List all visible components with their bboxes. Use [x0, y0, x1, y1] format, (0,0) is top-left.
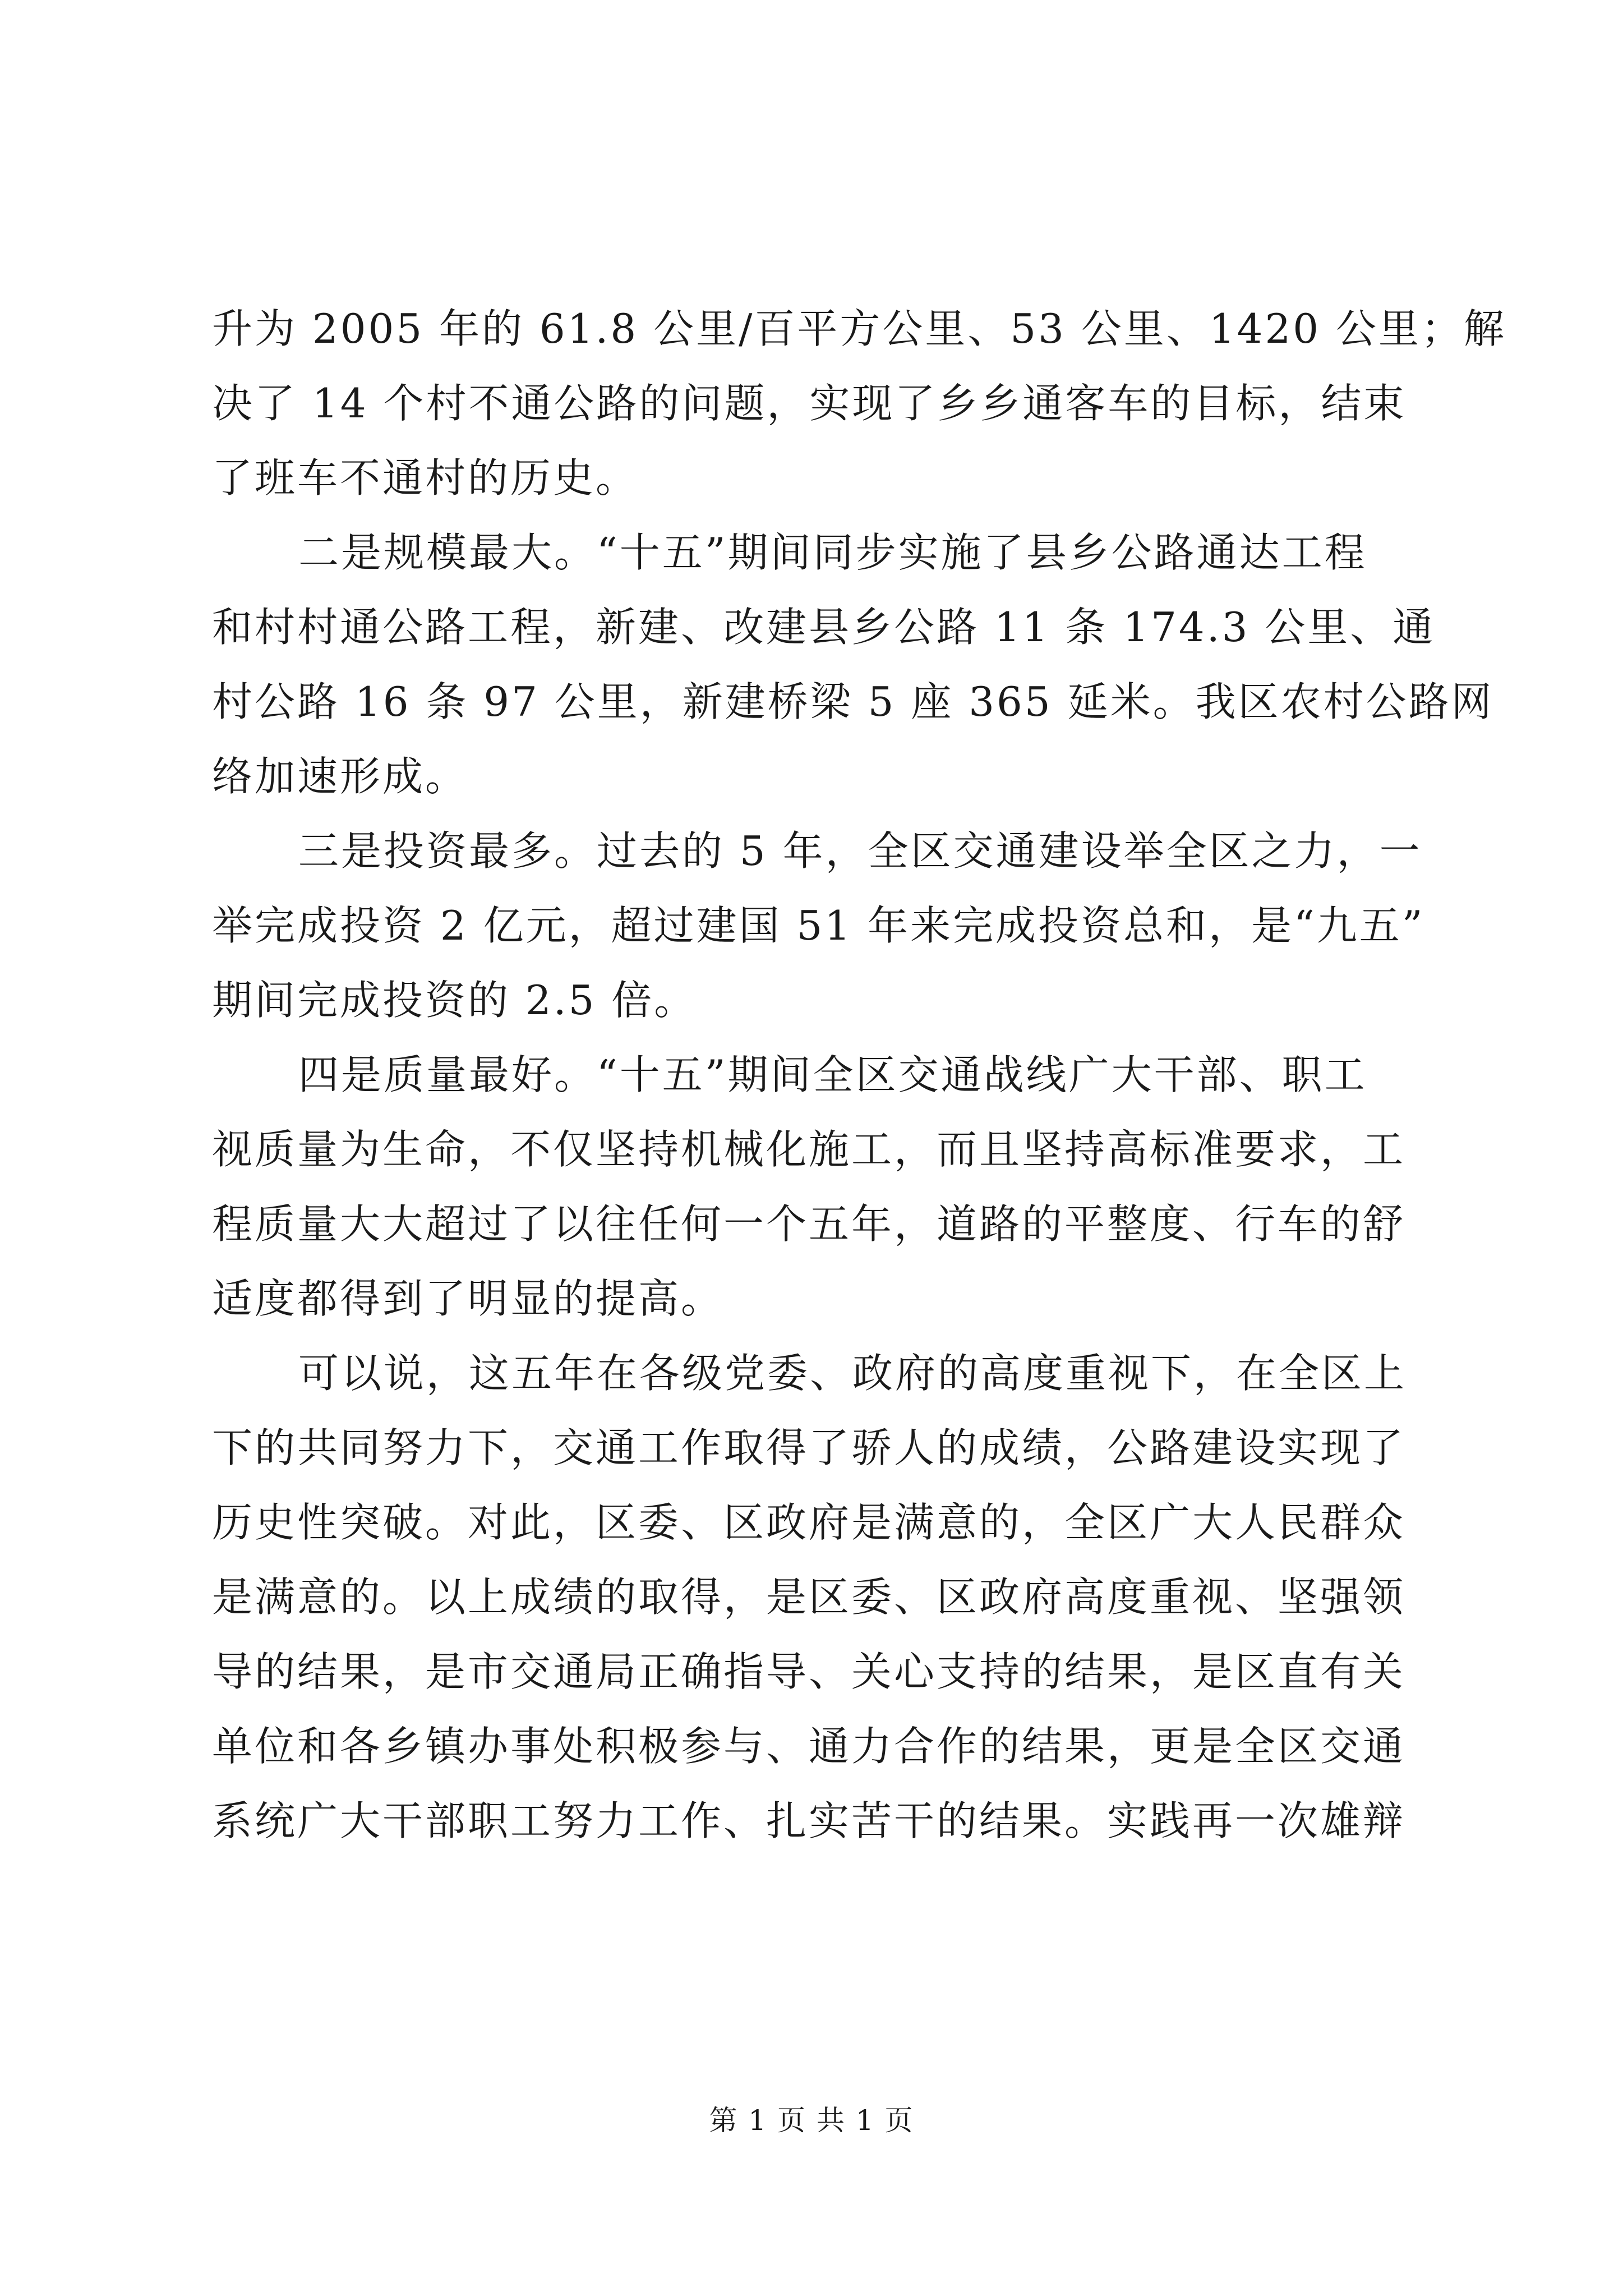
text-line: 了班车不通村的历史。 — [212, 454, 639, 501]
document-body — [212, 292, 1506, 1858]
text-line: 可以说，这五年在各级党委、政府的高度重视下，在全区上 — [298, 1350, 1407, 1397]
text-line: 系统广大干部职工努力工作、扎实苦干的结果。实践再一次雄辩 — [212, 1797, 1406, 1844]
text-line: 四是质量最好。“十五”期间全区交通战线广大干部、职工 — [298, 1051, 1367, 1098]
text-line: 下的共同努力下，交通工作取得了骄人的成绩，公路建设实现了 — [212, 1424, 1406, 1471]
text-line: 决了 14 个村不通公路的问题，实现了乡乡通客车的目标，结束 — [212, 380, 1407, 427]
paragraph — [212, 814, 1423, 1038]
text-line: 举完成投资 2 亿元，超过建国 51 年来完成投资总和，是“九五” — [212, 902, 1425, 949]
text-line: 二是规模最大。“十五”期间同步实施了县乡公路通达工程 — [298, 529, 1367, 576]
text-line: 历史性突破。对此，区委、区政府是满意的，全区广大人民群众 — [212, 1499, 1406, 1546]
text-line: 导的结果，是市交通局正确指导、关心支持的结果，是区直有关 — [212, 1648, 1406, 1695]
text-line: 村公路 16 条 97 公里，新建桥梁 5 座 365 延米。我区农村公路网 — [212, 678, 1494, 725]
text-line: 单位和各乡镇办事处积极参与、通力合作的结果，更是全区交通 — [212, 1723, 1406, 1770]
text-line: 视质量为生命，不仅坚持机械化施工，而且坚持高标准要求，工 — [212, 1126, 1406, 1173]
text-line: 络加速形成。 — [212, 753, 468, 800]
paragraph — [212, 1336, 1423, 1858]
text-line: 期间完成投资的 2.5 倍。 — [212, 977, 697, 1024]
page-footer: 第 1 页 共 1 页 — [709, 2104, 914, 2137]
text-line: 三是投资最多。过去的 5 年，全区交通建设举全区之力，一 — [298, 827, 1422, 875]
text-line: 程质量大大超过了以往任何一个五年，道路的平整度、行车的舒 — [212, 1200, 1406, 1248]
paragraph — [212, 1038, 1423, 1336]
text-line: 和村村通公路工程，新建、改建县乡公路 11 条 174.3 公里、通 — [212, 604, 1436, 651]
text-line: 适度都得到了明显的提高。 — [212, 1275, 724, 1322]
paragraph — [212, 516, 1494, 814]
text-line: 是满意的。以上成绩的取得，是区委、区政府高度重视、坚强领 — [212, 1573, 1406, 1621]
paragraph — [212, 292, 1506, 516]
text-line: 升为 2005 年的 61.8 公里/百平方公里、53 公里、1420 公里；解 — [212, 305, 1506, 352]
